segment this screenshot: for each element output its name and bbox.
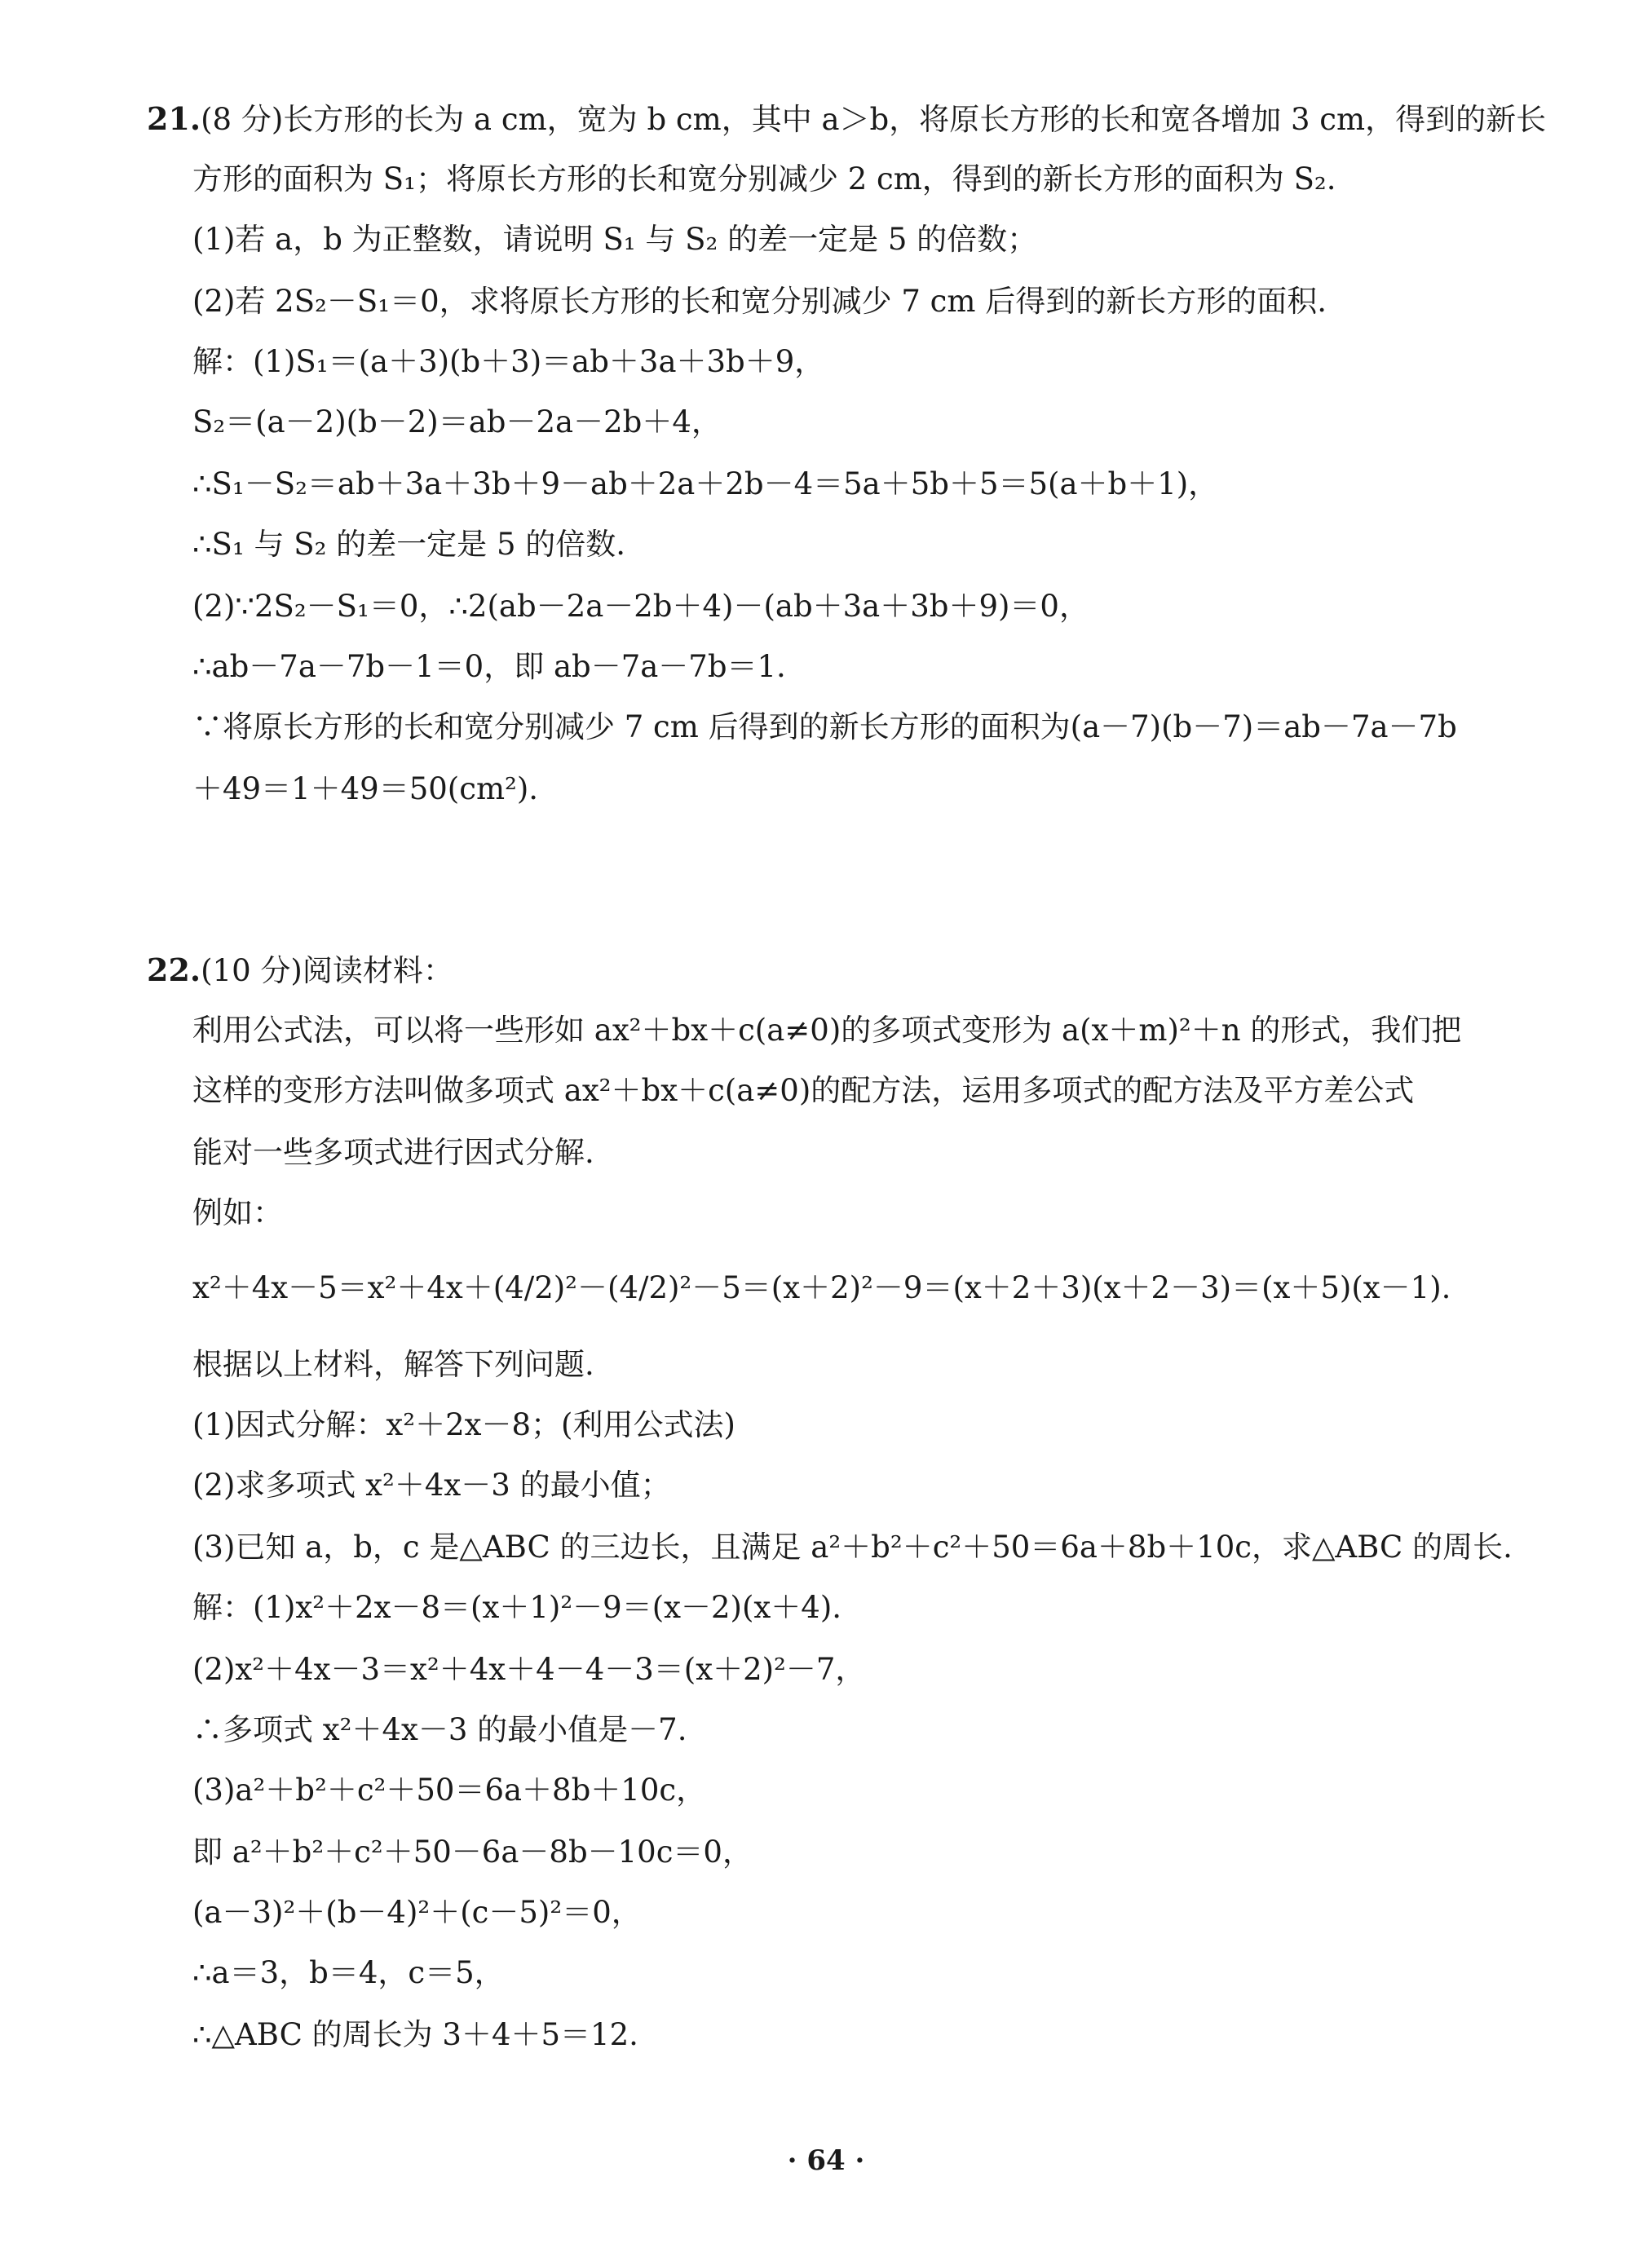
solution-line: ∵将原长方形的长和宽分别减少 7 cm 后得到的新长方形的面积为(a－7)(b－7)＝ab－7a－7b (192, 709, 1457, 744)
text-line: (1)若 a，b 为正整数，请说明 S₁ 与 S₂ 的差一定是 5 的倍数； (192, 222, 1038, 257)
solution-line: S₂＝(a－2)(b－2)＝ab－2a－2b＋4， (192, 404, 722, 439)
question-number: 21. (147, 100, 201, 137)
text-line: (3)已知 a，b，c 是△ABC 的三边长，且满足 a²＋b²＋c²＋50＝6a＋8b＋10c，求△ABC 的周长. (192, 1530, 1513, 1565)
text-line: 这样的变形方法叫做多项式 ax²＋bx＋c(a≠0)的配方法，运用多项式的配方法及平方差公式 (192, 1073, 1415, 1108)
page-number: · 64 · (787, 2144, 865, 2177)
text-line: 例如： (192, 1195, 283, 1230)
text-line: (8 分)长方形的长为 a cm，宽为 b cm，其中 a＞b，将原长方形的长和宽各增加 3 cm，得到的新长 (201, 102, 1547, 137)
question-number: 22. (147, 951, 201, 988)
solution-line: (2)∵2S₂－S₁＝0，∴2(ab－2a－2b＋4)－(ab＋3a＋3b＋9)＝0， (192, 589, 1089, 624)
solution-line: ∴多项式 x²＋4x－3 的最小值是－7. (192, 1712, 687, 1747)
text-line: (1)因式分解：x²＋2x－8；(利用公式法) (192, 1407, 735, 1442)
question-22-first-line (147, 951, 453, 991)
solution-line: ＋49＝1＋49＝50(cm²). (192, 771, 539, 806)
solution-line: (a－3)²＋(b－4)²＋(c－5)²＝0， (192, 1895, 642, 1930)
text-line: 方形的面积为 S₁；将原长方形的长和宽分别减少 2 cm，得到的新长方形的面积为 S₂. (192, 161, 1336, 196)
text-line: (2)若 2S₂－S₁＝0，求将原长方形的长和宽分别减少 7 cm 后得到的新长方形的面积. (192, 284, 1327, 319)
text-line: 利用公式法，可以将一些形如 ax²＋bx＋c(a≠0)的多项式变形为 a(x＋m)²＋n 的形式，我们把 (192, 1013, 1462, 1048)
example-formula: x²＋4x－5＝x²＋4x＋(4/2)²－(4/2)²－5＝(x＋2)²－9＝(x＋2＋3)(x＋2－3)＝(x＋5)(x－1). (192, 1270, 1451, 1305)
solution-line: ∴S₁ 与 S₂ 的差一定是 5 的倍数. (192, 527, 626, 562)
solution-line: 解：(1)S₁＝(a＋3)(b＋3)＝ab＋3a＋3b＋9， (192, 344, 825, 379)
text-line: (10 分)阅读材料： (201, 953, 453, 988)
solution-line: ∴a＝3，b＝4，c＝5， (192, 1955, 505, 1990)
solution-line: 即 a²＋b²＋c²＋50－6a－8b－10c＝0， (192, 1835, 753, 1870)
solution-line: (3)a²＋b²＋c²＋50＝6a＋8b＋10c， (192, 1773, 707, 1808)
solution-line: ∴△ABC 的周长为 3＋4＋5＝12. (192, 2017, 638, 2052)
solution-line: ∴ab－7a－7b－1＝0，即 ab－7a－7b＝1. (192, 649, 786, 684)
text-line: (2)求多项式 x²＋4x－3 的最小值； (192, 1468, 671, 1503)
question-21-first-line (147, 99, 1546, 139)
solution-line: (2)x²＋4x－3＝x²＋4x＋4－4－3＝(x＋2)²－7， (192, 1652, 866, 1687)
solution-line: ∴S₁－S₂＝ab＋3a＋3b＋9－ab＋2a＋2b－4＝5a＋5b＋5＝5(a＋b＋1)， (192, 466, 1219, 501)
text-line: 根据以上材料，解答下列问题. (192, 1347, 594, 1382)
text-line: 能对一些多项式进行因式分解. (192, 1135, 594, 1170)
solution-line: 解：(1)x²＋2x－8＝(x＋1)²－9＝(x－2)(x＋4). (192, 1590, 842, 1625)
